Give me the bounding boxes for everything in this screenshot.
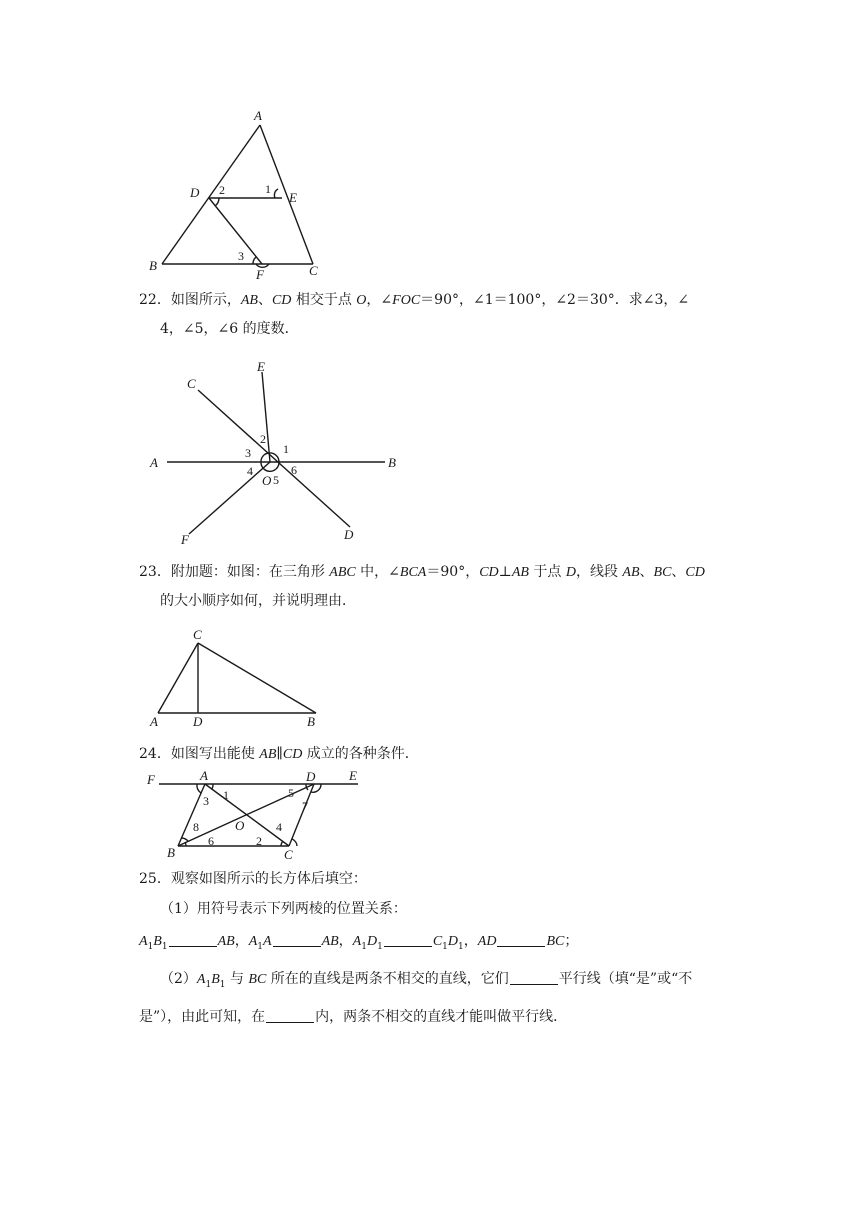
angle-label-2: 2 (219, 183, 225, 197)
label-O: O (262, 473, 272, 488)
angle-label-2: 2 (256, 834, 262, 848)
label-A: A (254, 108, 262, 123)
angle-label-8: 8 (193, 820, 199, 834)
label-C: C (309, 263, 318, 278)
angle-label-5: 5 (288, 786, 294, 800)
label-F: F (181, 532, 189, 547)
label-D: D (190, 185, 200, 200)
label-E: E (349, 768, 357, 783)
label-B: B (167, 845, 175, 860)
angle-label-7: 7 (302, 799, 308, 813)
label-C: C (187, 376, 196, 391)
angle-label-1: 1 (223, 788, 229, 802)
angle-label-5: 5 (273, 473, 279, 487)
label-D: D (193, 714, 203, 729)
question-24: 24．如图写出能使 AB∥CD 成立的各种条件． (139, 746, 419, 762)
label-D: D (306, 769, 316, 784)
label-C: C (193, 627, 202, 642)
blank-1[interactable] (169, 932, 217, 947)
angle-label-3: 3 (245, 446, 251, 460)
question-23: 23．附加题：如图：在三角形 ABC 中，∠BCA＝90°，CD⊥AB 于点 D，线段 AB、BC、CD 的大小顺序如何，并说明理由． (139, 564, 705, 609)
blank-6[interactable] (266, 1008, 314, 1023)
label-B: B (388, 455, 396, 470)
question-25: 25．观察如图所示的长方体后填空： （1）用符号表示下列两棱的位置关系： $A_1B_1$ AB，$A_1A$ AB，$A_1D_1$ $C_1D_1$，AD BC； $(2)A_1B_1$ 与 BC 所在的直线是两条不相交的直线，它们 平行线（填“是”或“不 是”），由此可知，在 内，两条不相交的直线才能叫做平行线． (139, 871, 693, 1025)
blank-4[interactable] (497, 932, 545, 947)
blank-5[interactable] (510, 970, 558, 985)
label-A: A (150, 455, 158, 470)
label-D: D (344, 527, 354, 542)
label-F: F (256, 267, 264, 282)
angle-label-6: 6 (291, 463, 297, 477)
blank-2[interactable] (273, 932, 321, 947)
label-O: O (235, 818, 245, 833)
label-C: C (284, 847, 293, 862)
label-E: E (257, 359, 265, 374)
figure-quadrilateral (145, 768, 375, 863)
angle-label-2: 2 (260, 432, 266, 446)
angle-label-3: 3 (203, 794, 209, 808)
blank-3[interactable] (384, 932, 432, 947)
angle-label-4: 4 (247, 464, 253, 478)
angle-label-3: 3 (238, 249, 244, 263)
angle-label-4: 4 (276, 820, 282, 834)
question-22: 22．如图所示，AB、CD 相交于点 O，∠FOC＝90°，∠1＝100°，∠2＝30°．求∠3，∠ 4，∠5，∠6 的度数． (139, 292, 690, 337)
figure-right-triangle (145, 625, 345, 735)
figure-intersecting-lines (145, 358, 405, 548)
figure-triangle-def (140, 105, 340, 280)
label-B: B (307, 714, 315, 729)
angle-label-6: 6 (208, 834, 214, 848)
label-E: E (289, 190, 297, 205)
label-A: A (150, 714, 158, 729)
angle-label-1: 1 (283, 442, 289, 456)
label-B: B (149, 258, 157, 273)
label-A: A (200, 768, 208, 783)
angle-label-1: 1 (265, 182, 271, 196)
label-F: F (147, 772, 155, 787)
